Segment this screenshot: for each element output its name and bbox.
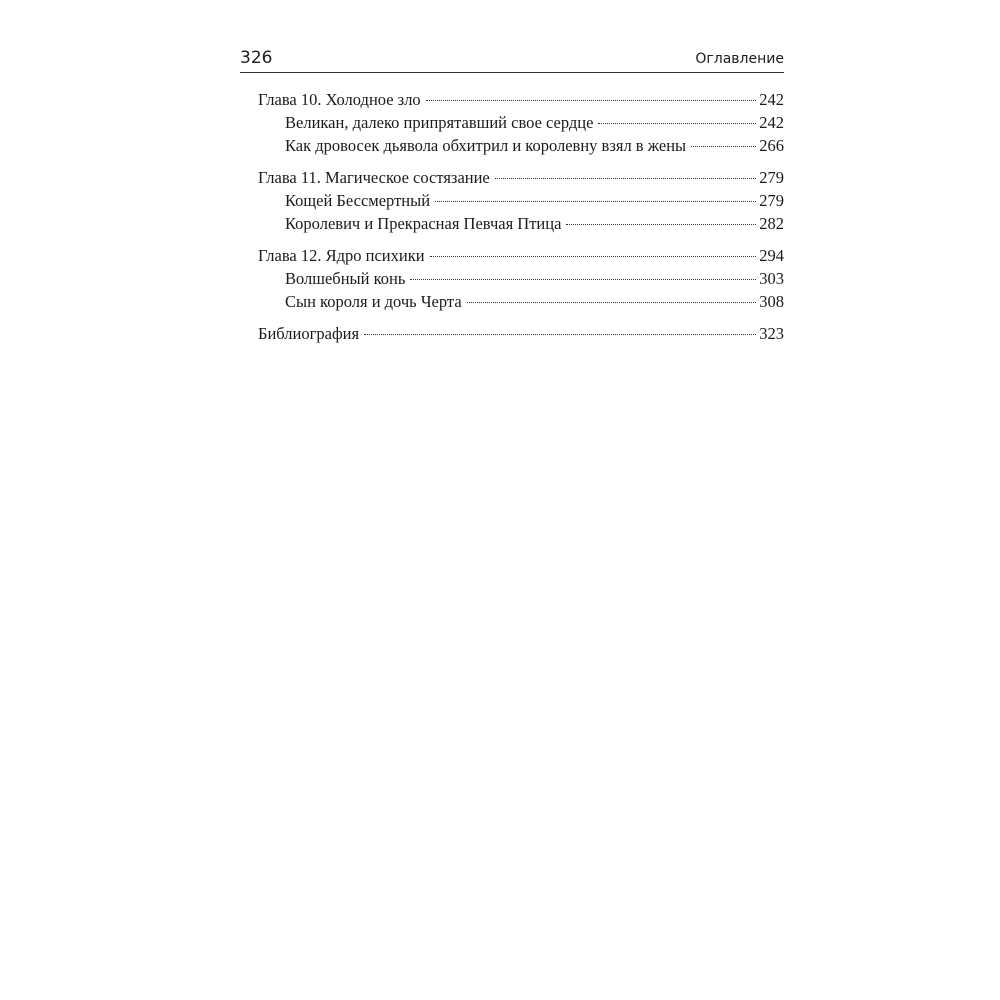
toc-entry-page: 294 <box>759 246 784 265</box>
table-of-contents <box>258 90 784 356</box>
toc-chapter-entry[interactable] <box>258 324 784 347</box>
toc-entry-page: 308 <box>759 292 784 311</box>
dot-leader <box>410 279 756 280</box>
toc-entry-page: 282 <box>759 214 784 233</box>
dot-leader <box>691 146 756 147</box>
toc-group-chapter-11 <box>258 168 784 237</box>
toc-entry-page: 323 <box>759 324 784 343</box>
toc-entry-page: 279 <box>759 191 784 210</box>
toc-entry-page: 266 <box>759 136 784 155</box>
toc-entry-page: 242 <box>759 113 784 132</box>
dot-leader <box>598 123 756 124</box>
dot-leader <box>364 334 756 335</box>
toc-sub-entry[interactable] <box>258 113 784 136</box>
toc-entry-title: Глава 12. Ядро психики <box>258 246 425 265</box>
toc-entry-title: Как дровосек дьявола обхитрил и королевну взял в жены <box>285 136 687 155</box>
page-header <box>240 48 784 72</box>
toc-chapter-entry[interactable] <box>258 168 784 191</box>
toc-entry-title: Кощей Бессмертный <box>285 191 431 210</box>
toc-entry-title: Королевич и Прекрасная Певчая Птица <box>285 214 562 233</box>
dot-leader <box>435 201 756 202</box>
toc-group-chapter-10 <box>258 90 784 159</box>
page-number: 326 <box>240 48 273 68</box>
header-rule <box>240 72 784 73</box>
toc-entry-title: Волшебный конь <box>285 269 406 288</box>
toc-chapter-entry[interactable] <box>258 90 784 113</box>
toc-sub-entry[interactable] <box>258 191 784 214</box>
toc-entry-title: Сын короля и дочь Черта <box>285 292 462 311</box>
toc-sub-entry[interactable] <box>258 214 784 237</box>
toc-entry-page: 242 <box>759 90 784 109</box>
dot-leader <box>467 302 757 303</box>
toc-chapter-entry[interactable] <box>258 246 784 269</box>
toc-group-bibliography <box>258 324 784 347</box>
dot-leader <box>566 224 756 225</box>
running-title: Оглавление <box>695 51 784 67</box>
toc-entry-title: Глава 11. Магическое состязание <box>258 168 490 187</box>
toc-entry-page: 279 <box>759 168 784 187</box>
dot-leader <box>426 100 757 101</box>
toc-entry-title: Глава 10. Холодное зло <box>258 90 421 109</box>
toc-sub-entry[interactable] <box>258 269 784 292</box>
dot-leader <box>495 178 756 179</box>
dot-leader <box>430 256 757 257</box>
toc-group-chapter-12 <box>258 246 784 315</box>
toc-sub-entry[interactable] <box>258 292 784 315</box>
toc-sub-entry[interactable] <box>258 136 784 159</box>
toc-entry-title: Библиография <box>258 324 360 343</box>
toc-entry-page: 303 <box>759 269 784 288</box>
toc-entry-title: Великан, далеко припрятавший свое сердце <box>285 113 594 132</box>
